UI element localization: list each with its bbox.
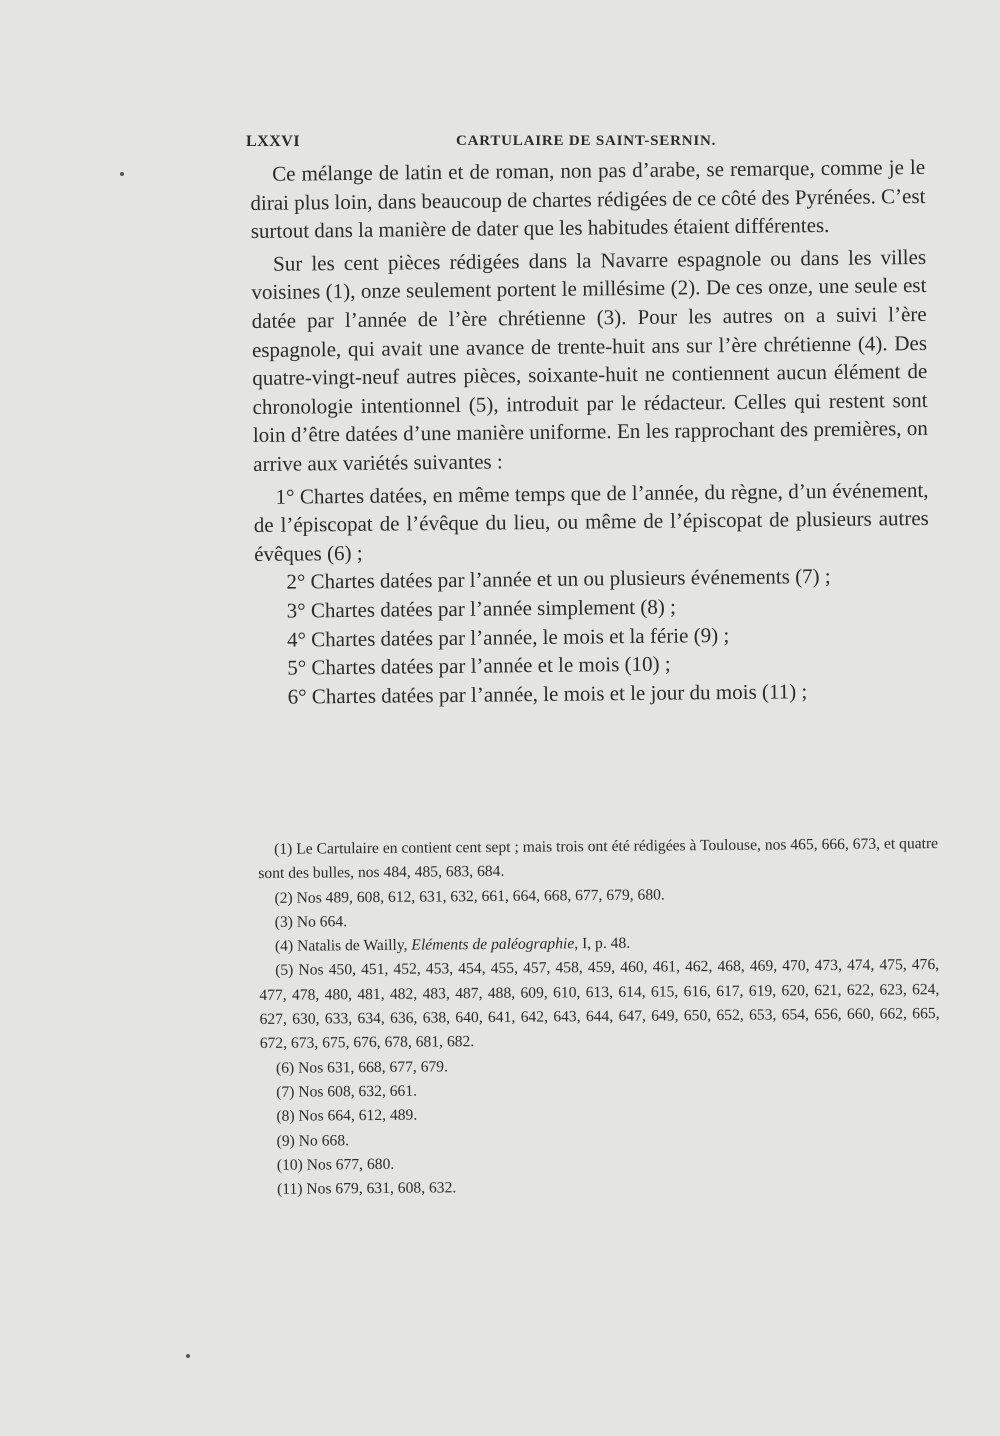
book-title: Eléments de paléographie — [411, 935, 575, 954]
running-title: CARTULAIRE DE SAINT-SERNIN. — [456, 133, 717, 149]
paragraph: Ce mélange de latin et de roman, non pas d’arabe, se remarque, comme je le dirai plus loin, dans beaucoup de chartes rédigées de ce côté des Pyrénées. C’est surtout dans la manière de dater que les habitudes étaient différentes. — [250, 154, 926, 244]
paper-speck — [186, 1354, 190, 1358]
footnotes — [258, 832, 941, 1202]
footnote: (9) No 668. — [276, 1131, 350, 1150]
list-item: 2° Chartes datées par l’année et un ou plusieurs événements (7) ; — [286, 564, 831, 594]
footnote: (3) No 664. — [274, 913, 348, 931]
paper-speck — [120, 172, 124, 176]
page-folio: LXXVI — [246, 133, 301, 150]
list-item: 5° Chartes datées par l’année et le mois (10) ; — [287, 651, 671, 680]
footnote: (10) Nos 677, 680. — [276, 1155, 395, 1174]
list-item: 6° Chartes datées par l’année, le mois et le jour du mois (11) ; — [287, 678, 808, 709]
paragraph: Sur les cent pièces rédigées dans la Navarre espagnole ou dans les villes voisines (1), onze seulement portent le millésime (2). De ces onze, une seule est datée par l’année de l’ère chrétienne (3). Pour les autres on a suivi l’ère espagnole, qui avait une avance de trente-huit ans sur l’ère chrétienne (4). Des quatre-vingt-neuf autres pièces, soixante-huit ne contiennent aucun élément de chronologie intentionnel (5), introduit par le rédacteur. Celles qui restent sont loin d’être datées d’une manière uniforme. En les rapprochant des premières, on arrive aux variétés suivantes : — [251, 244, 928, 476]
main-text — [250, 153, 931, 711]
footnote: (1) Le Cartulaire en contient cent sept ; mais trois ont été rédigées à Toulouse, nos 465, 666, 673, et quatre sont des bulles, nos 484, 485, 683, 684. — [258, 835, 939, 883]
footnote: (6) Nos 631, 668, 677, 679. — [275, 1058, 449, 1077]
footnote: (8) Nos 664, 612, 489. — [276, 1106, 418, 1126]
list-item: 3° Chartes datées par l’année simplement (8) ; — [286, 594, 677, 623]
footnote-text: (4) Natalis de Wailly, — [274, 936, 412, 956]
footnote: (7) Nos 608, 632, 661. — [276, 1082, 418, 1101]
footnote: (11) Nos 679, 631, 608, 632. — [276, 1179, 457, 1199]
footnote: (5) Nos 450, 451, 452, 453, 454, 455, 457, 458, 459, 460, 461, 462, 468, 469, 470, 473, 474, 475, 476, 477, 478, 480, 481, 482, 483, 487, 488, 609, 610, 613, 614, 615, 616, 617, 619, 620, 621, 622, 623, 624, 627, 630, 633, 634, 636, 638, 640, 641, 642, 643, 644, 647, 649, 650, 652, 653, 654, 656, 660, 662, 665, 672, 673, 675, 676, 678, 681, 682. — [259, 956, 940, 1053]
list-item: 1° Chartes datées, en même temps que de l’année, du règne, d’un événement, de l’épiscopat de l’évêque du lieu, ou même de l’épiscopat de plusieurs autres évêques (6) ; — [253, 477, 929, 566]
footnote-text: , I, p. 48. — [574, 934, 631, 953]
footnote: (2) Nos 489, 608, 612, 631, 632, 661, 664, 668, 677, 679, 680. — [274, 886, 665, 907]
list-item: 4° Chartes datées par l’année, le mois et la férie (9) ; — [286, 622, 730, 652]
